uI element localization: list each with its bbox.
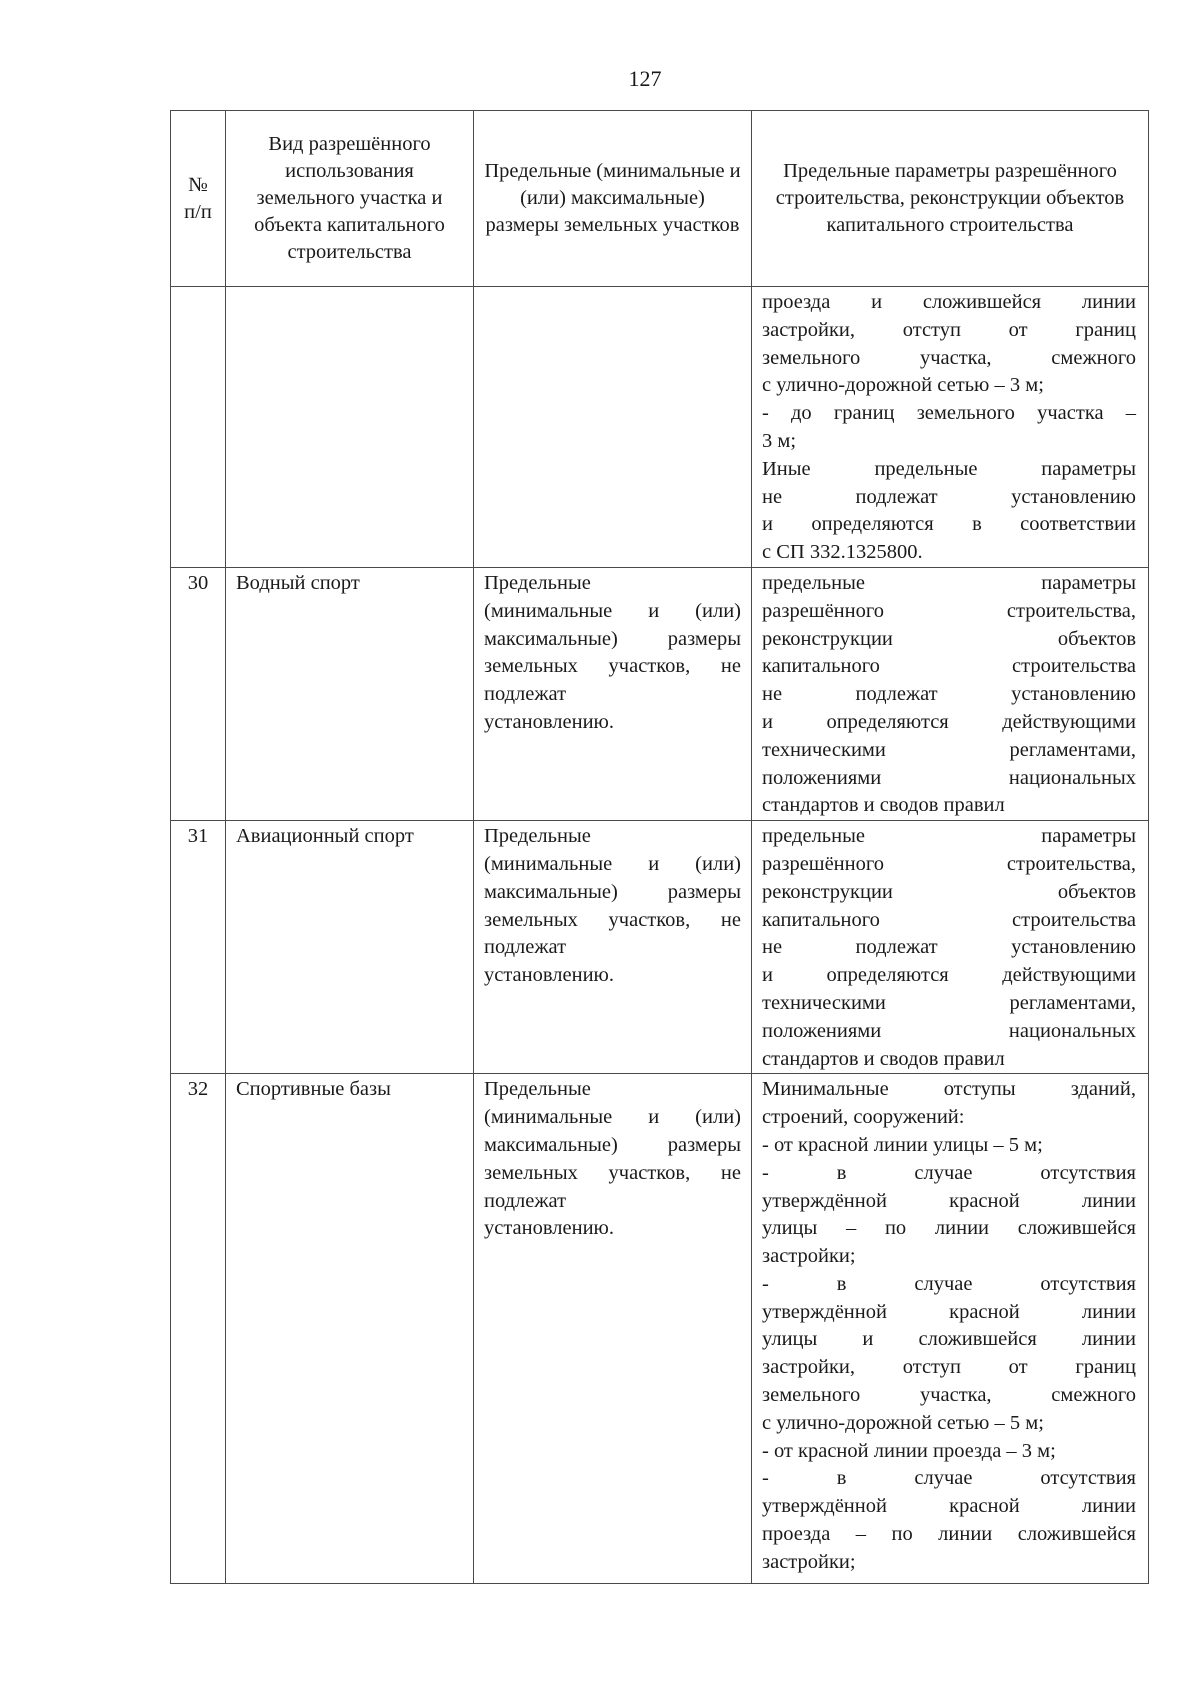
text-line: не подлежат установлению [762, 485, 1136, 508]
text-line: Минимальные отступы зданий, [762, 1078, 1136, 1101]
text-line: - в случае отсутствия [762, 1272, 1136, 1295]
text-line: не подлежат установлению [762, 936, 1136, 959]
text-line: проезда и сложившейся линии [762, 291, 1136, 313]
header-plot-size-limits: Предельные (минимальные и (или) максимальные) размеры земельных участков [474, 111, 752, 287]
text-line: - от красной линии проезда – 3 м; [762, 1439, 1056, 1462]
cell-use-type [226, 287, 474, 568]
text-line: земельного участка, смежного [762, 1384, 1136, 1407]
text-line: разрешённого строительства, [762, 599, 1136, 622]
text-line: не подлежат установлению [762, 683, 1136, 706]
text-line: капитального строительства [762, 655, 1136, 678]
cell-number [171, 287, 226, 568]
text-line: реконструкции объектов [762, 880, 1136, 903]
text-line: и определяются действующими [762, 964, 1136, 987]
text-line: с СП 332.1325800. [762, 541, 923, 564]
table-row-continuation [171, 287, 1149, 568]
text-line: стандартов и сводов правил [762, 794, 1005, 817]
land-use-table [170, 110, 1149, 1584]
text-line: максимальные) размеры [484, 1133, 741, 1156]
text-line: и определяются в соответствии [762, 513, 1136, 536]
text-line: с улично-дорожной сетью – 3 м; [762, 374, 1044, 397]
text-line: максимальные) размеры [484, 880, 741, 903]
text-line: максимальные) размеры [484, 627, 741, 650]
text-line: реконструкции объектов [762, 627, 1136, 650]
text-line: проезда – по линии сложившейся [762, 1523, 1136, 1546]
text-line: подлежат [484, 683, 567, 706]
text-line: утверждённой красной линии [762, 1300, 1136, 1323]
text-line: земельных участков, не [484, 655, 741, 678]
cell-use-type: Водный спорт [226, 567, 474, 820]
text-line: техническими регламентами, [762, 738, 1136, 761]
cell-plot-size-limits [474, 1074, 752, 1584]
text-line: застройки; [762, 1550, 856, 1573]
header-construction-params: Предельные параметры разрешённого строительства, реконструкции объектов капитального строительства [752, 111, 1149, 287]
text-line: застройки, отступ от границ [762, 1356, 1136, 1379]
text-line: стандартов и сводов правил [762, 1047, 1005, 1070]
header-use-type: Вид разрешённого использования земельного участка и объекта капитального строительства [226, 111, 474, 287]
table-row [171, 567, 1149, 820]
table-row [171, 1074, 1149, 1584]
text-line: предельные параметры [762, 571, 1136, 594]
text-line: (минимальные и (или) [484, 852, 741, 875]
cell-number: 30 [171, 567, 226, 820]
table-row [171, 821, 1149, 1074]
cell-number: 31 [171, 821, 226, 1074]
text-line: - до границ земельного участка – [762, 402, 1136, 425]
text-line: - в случае отсутствия [762, 1467, 1136, 1490]
page-number: 127 [628, 66, 662, 91]
text-line: утверждённой красной линии [762, 1189, 1136, 1212]
cell-construction-params [752, 567, 1149, 820]
cell-use-type: Спортивные базы [226, 1074, 474, 1584]
text-line: и определяются действующими [762, 710, 1136, 733]
text-line: земельного участка, смежного [762, 346, 1136, 369]
text-line: Иные предельные параметры [762, 457, 1136, 480]
text-line: капитального строительства [762, 908, 1136, 931]
text-line: застройки; [762, 1245, 856, 1268]
cell-construction-params [752, 821, 1149, 1074]
text-line: - в случае отсутствия [762, 1161, 1136, 1184]
text-line: земельных участков, не [484, 908, 741, 931]
cell-use-type: Авиационный спорт [226, 821, 474, 1074]
text-line: техническими регламентами, [762, 991, 1136, 1014]
text-line: Предельные [484, 571, 591, 594]
cell-plot-size-limits [474, 567, 752, 820]
text-line: установлению. [484, 964, 614, 987]
text-line: Предельные [484, 825, 591, 848]
text-line: улицы и сложившейся линии [762, 1328, 1136, 1351]
cell-plot-size-limits [474, 287, 752, 568]
text-line: 3 м; [762, 429, 797, 452]
text-line: установлению. [484, 710, 614, 733]
header-number: № п/п [171, 111, 226, 287]
text-line: улицы – по линии сложившейся [762, 1217, 1136, 1240]
text-line: положениями национальных [762, 766, 1136, 789]
text-line: установлению. [484, 1217, 614, 1240]
text-line: (минимальные и (или) [484, 599, 741, 622]
cell-plot-size-limits [474, 821, 752, 1074]
text-line: утверждённой красной линии [762, 1495, 1136, 1518]
text-line: - от красной линии улицы – 5 м; [762, 1133, 1043, 1156]
text-line: строений, сооружений: [762, 1106, 965, 1129]
text-line: предельные параметры [762, 825, 1136, 848]
cell-number: 32 [171, 1074, 226, 1584]
text-line: подлежат [484, 1189, 567, 1212]
text-line: с улично-дорожной сетью – 5 м; [762, 1411, 1044, 1434]
cell-construction-params [752, 1074, 1149, 1584]
text-line: подлежат [484, 936, 567, 959]
text-line: положениями национальных [762, 1019, 1136, 1042]
text-line: земельных участков, не [484, 1161, 741, 1184]
text-line: застройки, отступ от границ [762, 318, 1136, 341]
text-line: разрешённого строительства, [762, 852, 1136, 875]
table-header-row [171, 111, 1149, 287]
cell-construction-params [752, 287, 1149, 568]
text-line: Предельные [484, 1078, 591, 1101]
text-line: (минимальные и (или) [484, 1106, 741, 1129]
